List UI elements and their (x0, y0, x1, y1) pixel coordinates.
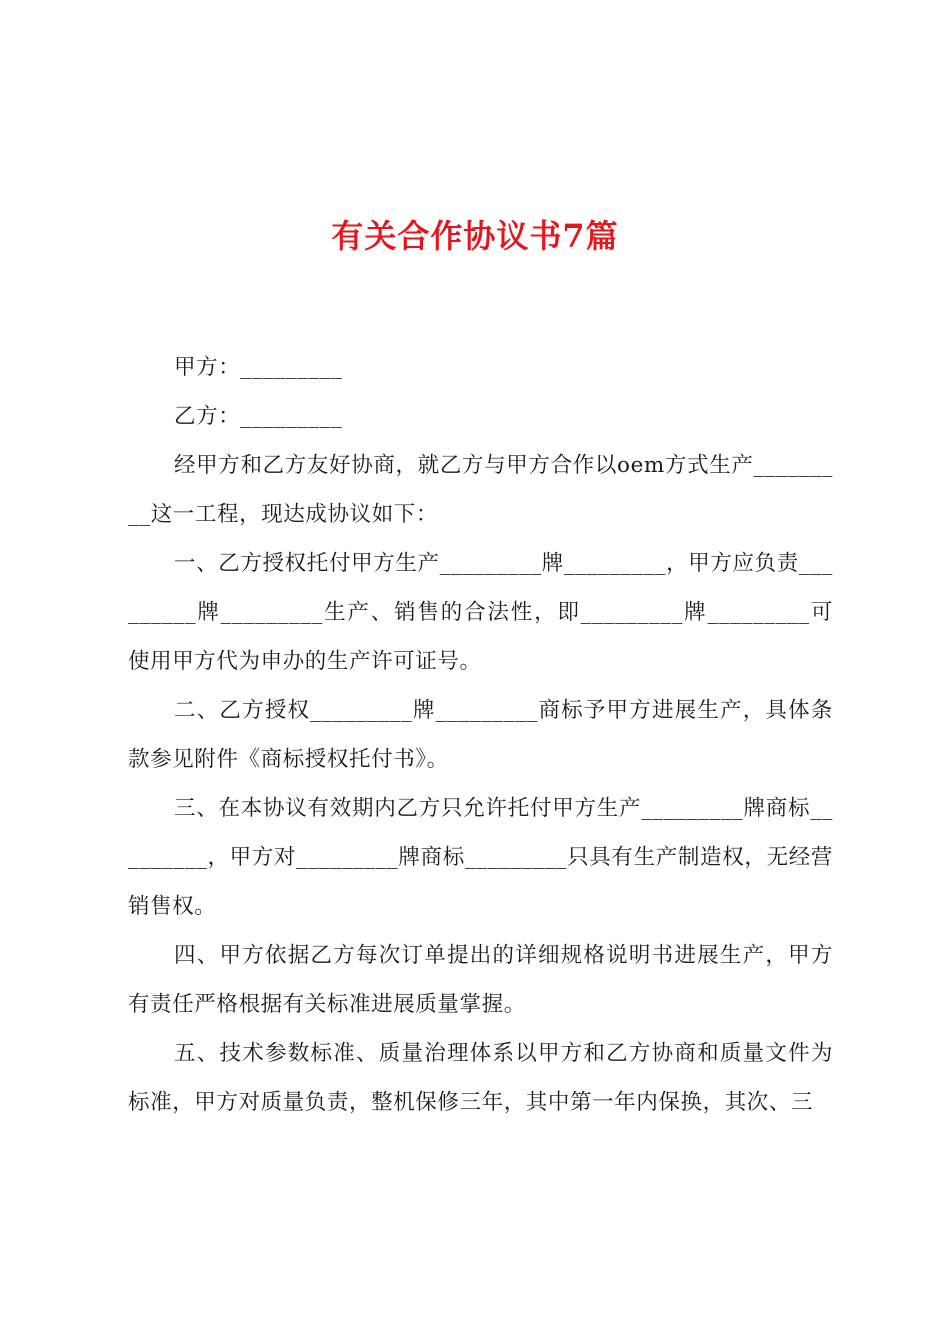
intro-paragraph: 经甲方和乙方友好协商，就乙方与甲方合作以oem方式生产_________这一工程，现达成协议如下： (128, 453, 833, 527)
clause-5: 五、技术参数标准、质量治理体系以甲方和乙方协商和质量文件为标准，甲方对质量负责，整机保修三年，其中第一年内保换，其次、三 (128, 1041, 833, 1115)
party-a-line: 甲方：_________ (174, 355, 343, 380)
clause-3: 三、在本协议有效期内乙方只允许托付甲方生产_________牌商标_________，甲方对_________牌商标_________只具有生产制造权，无经营销售权。 (128, 796, 833, 919)
clause-2: 二、乙方授权_________牌_________商标予甲方进展生产，具体条款参见附件《商标授权托付书》。 (128, 698, 833, 772)
party-b-line: 乙方：_________ (174, 404, 343, 429)
clause-1: 一、乙方授权托付甲方生产_________牌_________，甲方应负责_________牌_________生产、销售的合法性，即_________牌_________可使用甲方代为申办的生产许可证号。 (128, 551, 833, 674)
document-body (128, 343, 833, 1127)
document-title: 有关合作协议书7篇 (331, 217, 619, 255)
clause-4: 四、甲方依据乙方每次订单提出的详细规格说明书进展生产，甲方有责任严格根据有关标准进展质量掌握。 (128, 943, 833, 1017)
